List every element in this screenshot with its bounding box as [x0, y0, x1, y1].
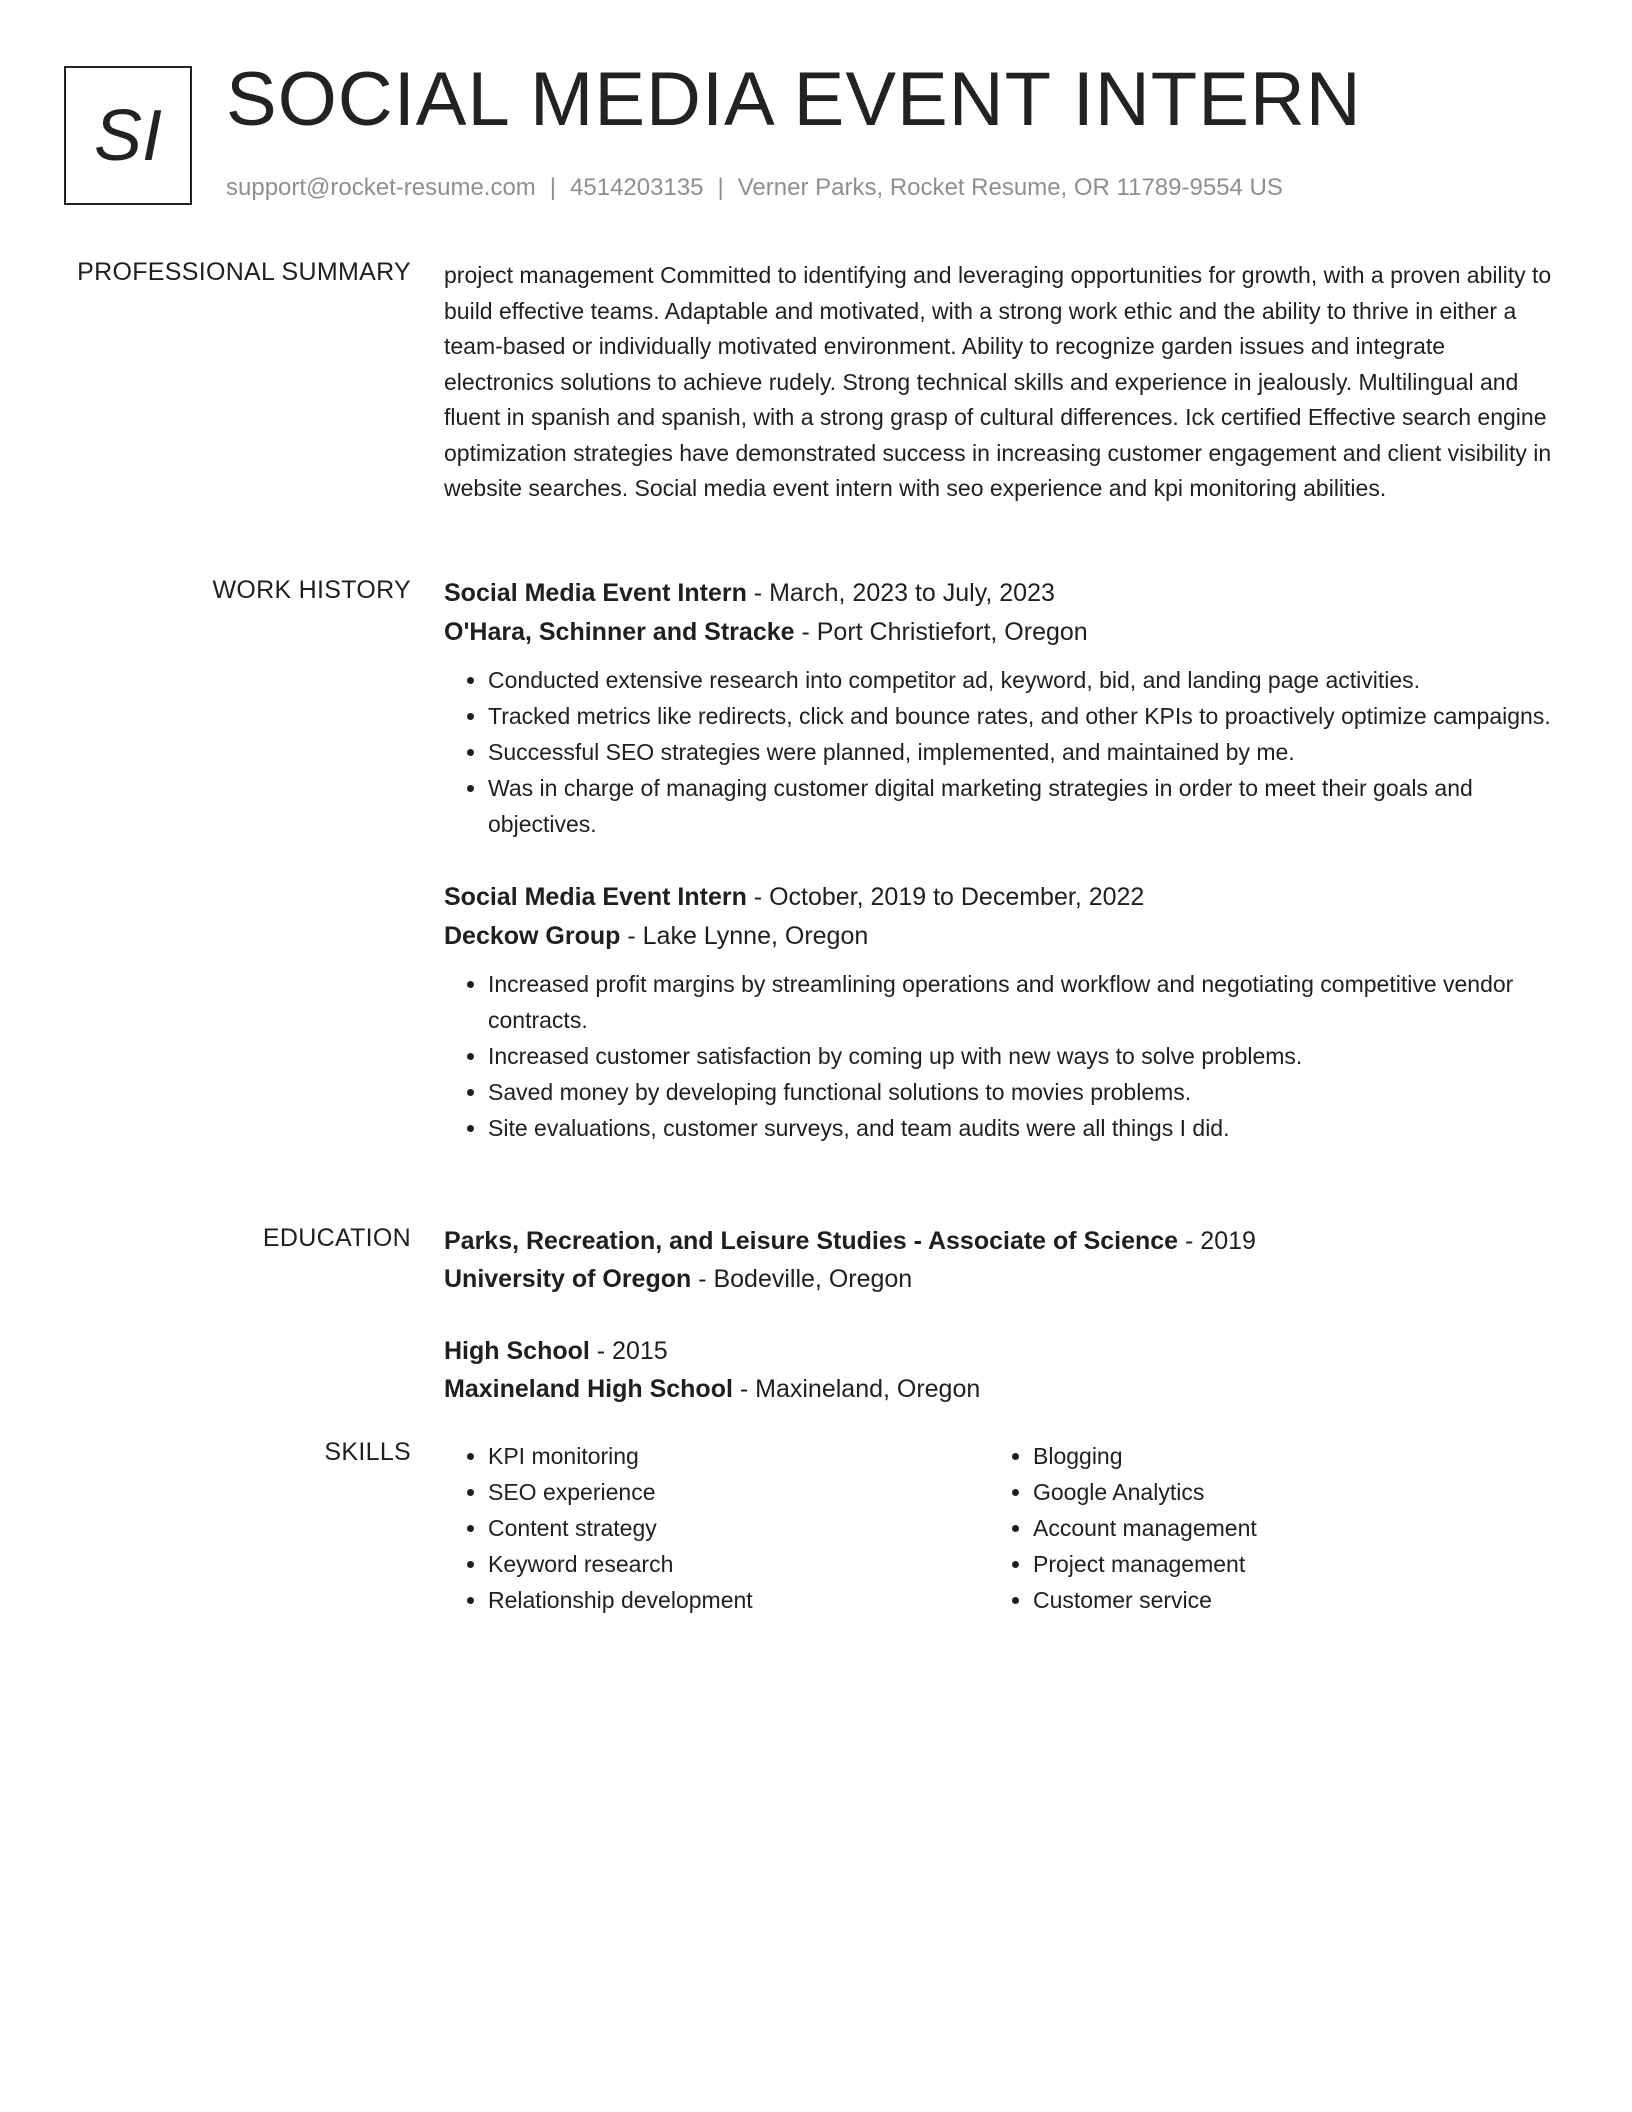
education-degree: High School: [444, 1337, 590, 1365]
skill-item: • Content strategy: [488, 1510, 989, 1546]
contact-separator: |: [717, 174, 724, 201]
skill-item: • Project management: [1033, 1546, 1534, 1582]
education-degree-line: [444, 1332, 1554, 1370]
education-year: - 2015: [589, 1337, 668, 1365]
education-school: University of Oregon: [444, 1265, 692, 1293]
skills-list: [989, 1438, 1534, 1618]
education-location: - Bodeville, Oregon: [691, 1265, 913, 1293]
work-history-body: [444, 574, 1554, 1146]
job-entry: [444, 574, 1554, 842]
contact-line: [226, 174, 1283, 202]
job-company: O'Hara, Schinner and Stracke: [444, 618, 795, 646]
education-year: - 2019: [1178, 1227, 1256, 1255]
job-bullet: • Conducted extensive research into competitor ad, keyword, bid, and landing page activities.: [488, 662, 1554, 698]
education-body: [444, 1222, 1554, 1408]
job-company-line: [444, 917, 1554, 956]
contact-separator: |: [549, 174, 557, 201]
monogram-text: SI: [93, 95, 163, 176]
skill-item: • Account management: [1033, 1510, 1534, 1546]
job-title-line: [444, 878, 1554, 917]
skill-item: • KPI monitoring: [488, 1438, 989, 1474]
job-location: - Lake Lynne, Oregon: [620, 922, 869, 950]
job-bullet: • Site evaluations, customer surveys, and team audits were all things I did.: [488, 1110, 1554, 1146]
skill-item: • Customer service: [1033, 1582, 1534, 1618]
section-heading: PROFESSIONAL SUMMARY: [77, 258, 411, 286]
resume-title: SOCIAL MEDIA EVENT INTERN: [226, 57, 1362, 142]
summary-text: project management Committed to identifying and leveraging opportunities for growth, with a proven ability to build effective teams. Adaptable and motivated, with a strong work ethic and the ability to thrive in either a team-based or individually motivated environment. Ability to recognize garden issues and integrate electronics solutions to achieve rudely. Strong technical skills and experience in jealously. Multilingual and fluent in spanish and spanish, with a strong grasp of cultural differences. Ick certified Effective search engine optimization strategies have demonstrated success in increasing customer engagement and client visibility in website searches. Social media event intern with seo experience and kpi monitoring abilities.: [444, 262, 1552, 501]
job-dates: - March, 2023 to July, 2023: [746, 579, 1055, 607]
skills-column-right: [989, 1438, 1534, 1618]
skill-item: • Google Analytics: [1033, 1474, 1534, 1510]
education-entry: [444, 1332, 1554, 1408]
skill-item: • Relationship development: [488, 1582, 989, 1618]
skill-item: • SEO experience: [488, 1474, 989, 1510]
skills-column-left: [444, 1438, 989, 1618]
job-company-line: [444, 613, 1554, 652]
section-heading: SKILLS: [324, 1438, 411, 1466]
education-degree: Parks, Recreation, and Leisure Studies - Associate of Science: [444, 1227, 1179, 1255]
job-bullet: • Increased profit margins by streamlining operations and workflow and negotiating competitive vendor contracts.: [488, 966, 1554, 1038]
job-bullet: • Tracked metrics like redirects, click and bounce rates, and other KPIs to proactively optimize campaigns.: [488, 698, 1554, 734]
skills-list: [444, 1438, 989, 1618]
job-title-line: [444, 574, 1554, 613]
skill-item: • Blogging: [1033, 1438, 1534, 1474]
education-location: - Maxineland, Oregon: [732, 1375, 981, 1403]
education-school: Maxineland High School: [444, 1375, 733, 1403]
education-entry: [444, 1222, 1554, 1298]
skill-item: • Keyword research: [488, 1546, 989, 1582]
skills-body: [444, 1438, 1554, 1618]
job-bullets: [444, 662, 1554, 842]
skills-columns: [444, 1438, 1554, 1618]
job-bullet: • Increased customer satisfaction by coming up with new ways to solve problems.: [488, 1038, 1554, 1074]
job-location: - Port Christiefort, Oregon: [794, 618, 1088, 646]
education-school-line: [444, 1370, 1554, 1408]
contact-address: Verner Parks, Rocket Resume, OR 11789-9554 US: [737, 174, 1283, 201]
job-dates: - October, 2019 to December, 2022: [746, 883, 1145, 911]
section-heading: EDUCATION: [262, 1224, 411, 1252]
job-bullet: • Saved money by developing functional solutions to movies problems.: [488, 1074, 1554, 1110]
education-degree-line: [444, 1222, 1554, 1260]
job-company: Deckow Group: [444, 922, 621, 950]
section-heading: WORK HISTORY: [212, 576, 411, 604]
job-entry: [444, 878, 1554, 1146]
contact-email[interactable]: support@rocket-resume.com: [226, 174, 536, 201]
education-school-line: [444, 1260, 1554, 1298]
job-bullets: [444, 966, 1554, 1146]
job-title: Social Media Event Intern: [444, 579, 747, 607]
job-bullet: • Was in charge of managing customer digital marketing strategies in order to meet their goals and objectives.: [488, 770, 1554, 842]
job-bullet: • Successful SEO strategies were planned, implemented, and maintained by me.: [488, 734, 1554, 770]
job-title: Social Media Event Intern: [444, 883, 747, 911]
contact-phone[interactable]: 4514203135: [570, 174, 704, 201]
summary-body: [444, 258, 1554, 507]
monogram-badge: [64, 66, 192, 205]
